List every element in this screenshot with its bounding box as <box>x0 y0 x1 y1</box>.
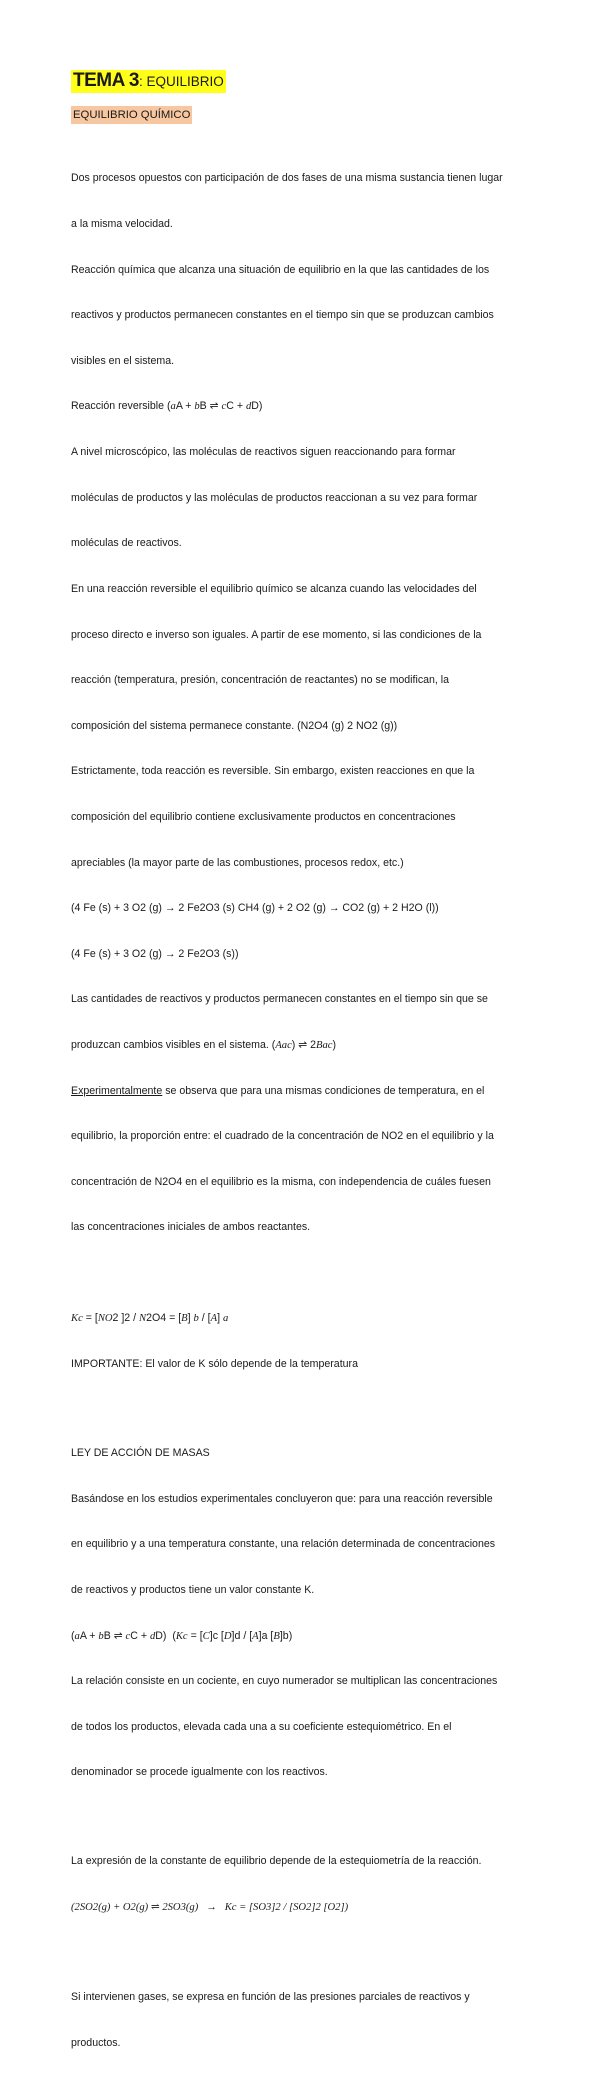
title-main: TEMA 3 <box>73 70 139 91</box>
text-line: concentración de N2O4 en el equilibrio es la misma, con independencia de cuáles fuesen <box>71 1175 491 1188</box>
visible-changes-line: produzcan cambios visibles en el sistema. (Aac) ⇌ 2Bac) <box>71 1038 336 1051</box>
ley-section <box>71 1416 541 1811</box>
text-line: composición del sistema permanece constante. (N2O4 (g) 2 NO2 (g)) <box>71 719 398 732</box>
text-line: La relación consiste en un cociente, en cuyo numerador se multiplican las concentraciones <box>71 1675 498 1688</box>
text-line: proceso directo e inverso son iguales. A partir de ese momento, si las condiciones de la <box>71 628 482 641</box>
text-line: Si intervienen gases, se expresa en función de las presiones parciales de reactivos y <box>71 1990 470 2003</box>
text-line: Basándose en los estudios experimentales concluyeron que: para una reacción reversible <box>71 1492 493 1505</box>
text-line: Las cantidades de reactivos y productos permanecen constantes en el tiempo sin que se <box>71 993 488 1006</box>
text-line: visibles en el sistema. <box>71 354 175 367</box>
experimental-line: Experimentalmente se observa que para una mismas condiciones de temperatura, en el <box>71 1084 485 1097</box>
text-line: (4 Fe (s) + 3 O2 (g) → 2 Fe2O3 (s)) <box>71 947 239 960</box>
text-line: apreciables (la mayor parte de las combustiones, procesos redox, etc.) <box>71 856 404 869</box>
text-line: En una reacción reversible el equilibrio químico se alcanza cuando las velocidades del <box>71 582 477 595</box>
reversible-reaction-line: Reacción reversible (aA + bB ⇌ cC + dD) <box>71 400 263 413</box>
text-line: a la misma velocidad. <box>71 218 173 231</box>
document-page <box>71 70 541 2081</box>
text-line: Dos procesos opuestos con participación de dos fases de una misma sustancia tienen lugar <box>71 172 503 185</box>
so3-formula: (2SO2(g) + O2(g) ⇌ 2SO3(g) → Kc = [SO3]2 / [SO2]2 [O2]) <box>71 1901 349 1913</box>
text-line: Reacción química que alcanza una situación de equilibrio en la que las cantidades de los <box>71 263 490 276</box>
kc-formula: Kc = [NO2 ]2 / N2O4 = [B] b / [A] a <box>71 1312 229 1325</box>
text-line: reactivos y productos permanecen constantes en el tiempo sin que se produzcan cambios <box>71 309 494 322</box>
text-line: La expresión de la constante de equilibrio depende de la estequiometría de la reacción. <box>71 1855 482 1868</box>
text-line: moléculas de productos y las moléculas de productos reaccionan a su vez para formar <box>71 491 478 504</box>
kc-block <box>71 1281 541 1403</box>
text-line: productos. <box>71 2036 121 2049</box>
text-line: equilibrio, la proporción entre: el cuadrado de la concentración de NO2 en el equilibrio y la <box>71 1130 494 1143</box>
ley-heading: LEY DE ACCIÓN DE MASAS <box>71 1447 210 1460</box>
text-line: moléculas de reactivos. <box>71 537 182 550</box>
text-line: A nivel microscópico, las moléculas de reactivos siguen reaccionando para formar <box>71 446 456 459</box>
mass-action-formula: (aA + bB ⇌ cC + dD) (Kc = [C]c [D]d / [A]a [B]b) <box>71 1629 293 1642</box>
section-subtitle: EQUILIBRIO QUÍMICO <box>71 106 192 124</box>
intro-paragraph <box>71 141 541 1266</box>
importante-note: IMPORTANTE: El valor de K sólo depende de la temperatura <box>71 1358 358 1371</box>
gases-section <box>71 1960 541 2081</box>
text-line: (4 Fe (s) + 3 O2 (g) → 2 Fe2O3 (s) CH4 (g) + 2 O2 (g) → CO2 (g) + 2 H2O (l)) <box>71 902 439 915</box>
text-line: de reactivos y productos tiene un valor constante K. <box>71 1583 315 1596</box>
text-line: reacción (temperatura, presión, concentración de reactantes) no se modifican, la <box>71 674 450 687</box>
text-line: composición del equilibrio contiene exclusivamente productos en concentraciones <box>71 810 456 823</box>
text-line: de todos los productos, elevada cada una a su coeficiente estequiométrico. En el <box>71 1720 452 1733</box>
text-line: en equilibrio y a una temperatura constante, una relación determinada de concentraciones <box>71 1538 496 1551</box>
text-line: las concentraciones iniciales de ambos reactantes. <box>71 1221 311 1234</box>
text-line: Estrictamente, toda reacción es reversible. Sin embargo, existen reacciones en que la <box>71 765 475 778</box>
expression-section <box>71 1824 541 1946</box>
text-line: denominador se procede igualmente con los reactivos. <box>71 1766 328 1779</box>
document-title <box>71 70 226 93</box>
title-rest: : EQUILIBRIO <box>138 74 224 89</box>
